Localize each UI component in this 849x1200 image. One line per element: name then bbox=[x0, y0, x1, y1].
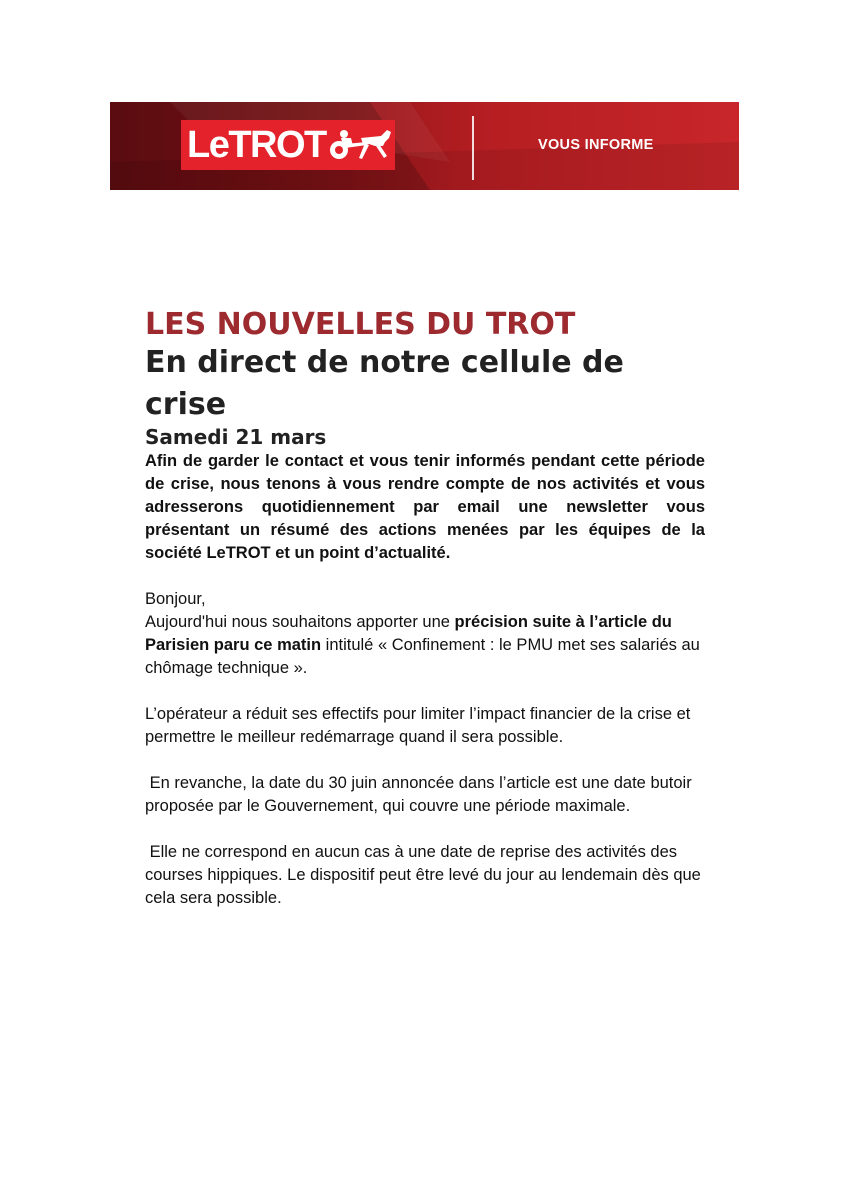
banner-tagline: VOUS INFORME bbox=[538, 137, 654, 153]
paragraph-3: En revanche, la date du 30 juin annoncée dans l’article est une date butoir proposée par le Gouvernement, qui couvre une période maximale. bbox=[145, 774, 697, 815]
greeting: Bonjour, bbox=[145, 590, 206, 608]
paragraph-4: Elle ne correspond en aucun cas à une date de reprise des activités des courses hippiques. Le dispositif peut être levé du jour au lendemain dès que cela sera possible. bbox=[145, 843, 706, 907]
banner-divider bbox=[472, 116, 474, 180]
article bbox=[145, 308, 705, 910]
logo-text: LeTROT bbox=[187, 124, 326, 166]
horse-sulky-icon bbox=[327, 124, 393, 168]
paragraph-1-end: intitulé « Confinement : le PMU met ses salariés au chômage technique ». bbox=[145, 636, 700, 677]
letrot-banner bbox=[110, 102, 739, 190]
letrot-logo bbox=[181, 120, 395, 170]
paragraph-1 bbox=[145, 611, 705, 680]
paragraph-2: L’opérateur a réduit ses effectifs pour limiter l’impact financier de la crise et permettre le meilleur redémarrage quand il sera possible. bbox=[145, 705, 691, 746]
article-date: Samedi 21 mars bbox=[145, 425, 327, 449]
newsletter-title: LES NOUVELLES DU TROT bbox=[145, 307, 576, 342]
paragraph-1-emphasis: précision suite à l’article du Parisien paru ce matin bbox=[145, 613, 672, 654]
intro-paragraph: Afin de garder le contact et vous tenir informés pendant cette période de crise, nous tenons à vous rendre compte de nos activités et vous adresserons quotidiennement par email une newsletter vous présentant un résumé des actions menées par les équipes de la société LeTROT et un point d’actualité. bbox=[145, 452, 705, 562]
newsletter-subtitle: En direct de notre cellule de crise bbox=[145, 345, 624, 422]
paragraph-1-start: Aujourd'hui nous souhaitons apporter une bbox=[145, 613, 455, 631]
